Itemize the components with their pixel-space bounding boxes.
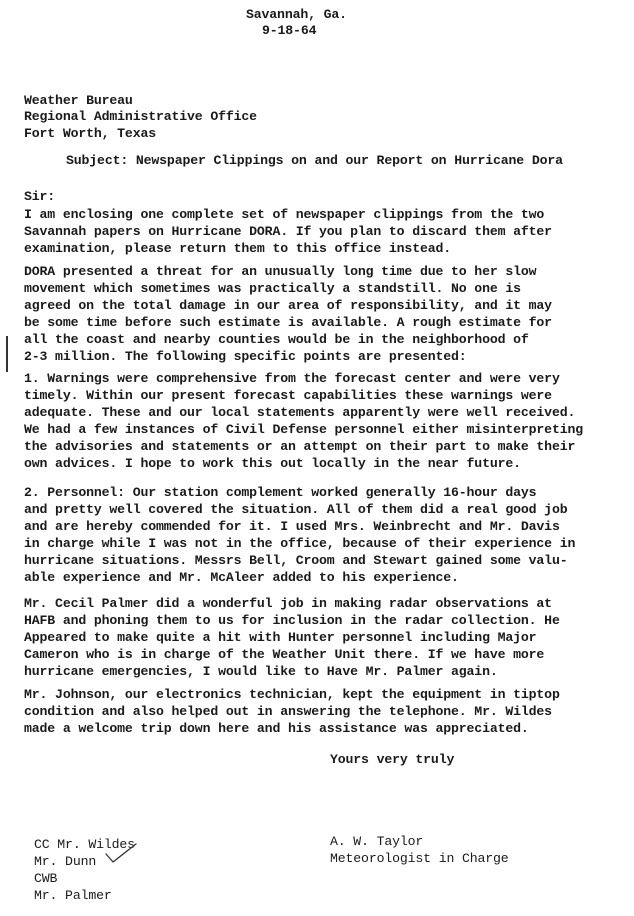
paragraph-line: DORA presented a threat for an unusually long time due to her slow: [24, 264, 537, 279]
paragraph-line: Cameron who is in charge of the Weather Unit there. If we have more: [24, 647, 545, 662]
paragraph-line: I am enclosing one complete set of newspaper clippings from the two: [24, 207, 545, 222]
paragraph-line: Mr. Cecil Palmer did a wonderful job in making radar observations at: [24, 596, 552, 611]
paragraph-line: agreed on the total damage in our area of responsibility, and it may: [24, 298, 552, 313]
paragraph-line: movement which sometimes was practically a standstill. No one is: [24, 281, 521, 296]
paragraph-line: and are hereby commended for it. I used Mrs. Weinbrecht and Mr. Davis: [24, 519, 560, 534]
paragraph-line: the advisories and statements or an attempt on their part to make their: [24, 439, 576, 454]
paragraph-line: Appeared to make quite a hit with Hunter personnel including Major: [24, 630, 537, 645]
paragraph-line: hurricane emergencies, I would like to Have Mr. Palmer again.: [24, 664, 498, 679]
recipient-line-2: Regional Administrative Office: [24, 109, 257, 124]
cc-line: CWB: [34, 871, 58, 886]
recipient-line-1: Weather Bureau: [24, 93, 133, 108]
paragraph-line: timely. Within our present forecast capabilities these warnings were: [24, 388, 552, 403]
paragraph-line: We had a few instances of Civil Defense personnel either misinterpreting: [24, 422, 583, 437]
paragraph-line: made a welcome trip down here and his assistance was appreciated.: [24, 721, 529, 736]
paragraph-line: able experience and Mr. McAleer added to his experience.: [24, 570, 459, 585]
paragraph-line: HAFB and phoning them to us for inclusion in the radar collection. He: [24, 613, 560, 628]
date-line: 9-18-64: [262, 23, 317, 38]
cc-line: CC Mr. Wildes: [34, 837, 135, 852]
paragraph-line: Savannah papers on Hurricane DORA. If you plan to discard them after: [24, 224, 552, 239]
paragraph-line: be some time before such estimate is available. A rough estimate for: [24, 315, 552, 330]
paragraph-line: and pretty well covered the situation. All of them did a real good job: [24, 502, 568, 517]
cc-line: Mr. Palmer: [34, 888, 112, 903]
paragraph-line: condition and also helped out in answering the telephone. Mr. Wildes: [24, 704, 552, 719]
cc-line: Mr. Dunn: [34, 854, 97, 869]
paragraph-line: own advices. I hope to work this out locally in the near future.: [24, 456, 521, 471]
place-line: Savannah, Ga.: [246, 7, 347, 22]
checkmark-icon: [104, 842, 138, 864]
recipient-line-3: Fort Worth, Texas: [24, 126, 156, 141]
paragraph-line: Mr. Johnson, our electronics technician, kept the equipment in tiptop: [24, 687, 560, 702]
salutation: Sir:: [24, 189, 56, 204]
subject-line: Subject: Newspaper Clippings on and our Report on Hurricane Dora: [66, 153, 563, 168]
paragraph-line: all the coast and nearby counties would be in the neighborhood of: [24, 332, 529, 347]
closing: Yours very truly: [330, 752, 455, 767]
paragraph-line: examination, please return them to this office instead.: [24, 241, 452, 256]
paragraph-line: hurricane situations. Messrs Bell, Croom and Stewart gained some valu-: [24, 553, 568, 568]
signature-name: A. W. Taylor: [330, 834, 424, 849]
signature-title: Meteorologist in Charge: [330, 851, 509, 866]
paragraph-line: 2-3 million. The following specific points are presented:: [24, 349, 467, 364]
paragraph-line: 2. Personnel: Our station complement worked generally 16-hour days: [24, 485, 537, 500]
margin-mark: [6, 336, 8, 372]
paragraph-line: 1. Warnings were comprehensive from the forecast center and were very: [24, 371, 560, 386]
paragraph-line: adequate. These and our local statements apparently were well received.: [24, 405, 576, 420]
paragraph-line: in charge while I was not in the office, because of their experience in: [24, 536, 576, 551]
